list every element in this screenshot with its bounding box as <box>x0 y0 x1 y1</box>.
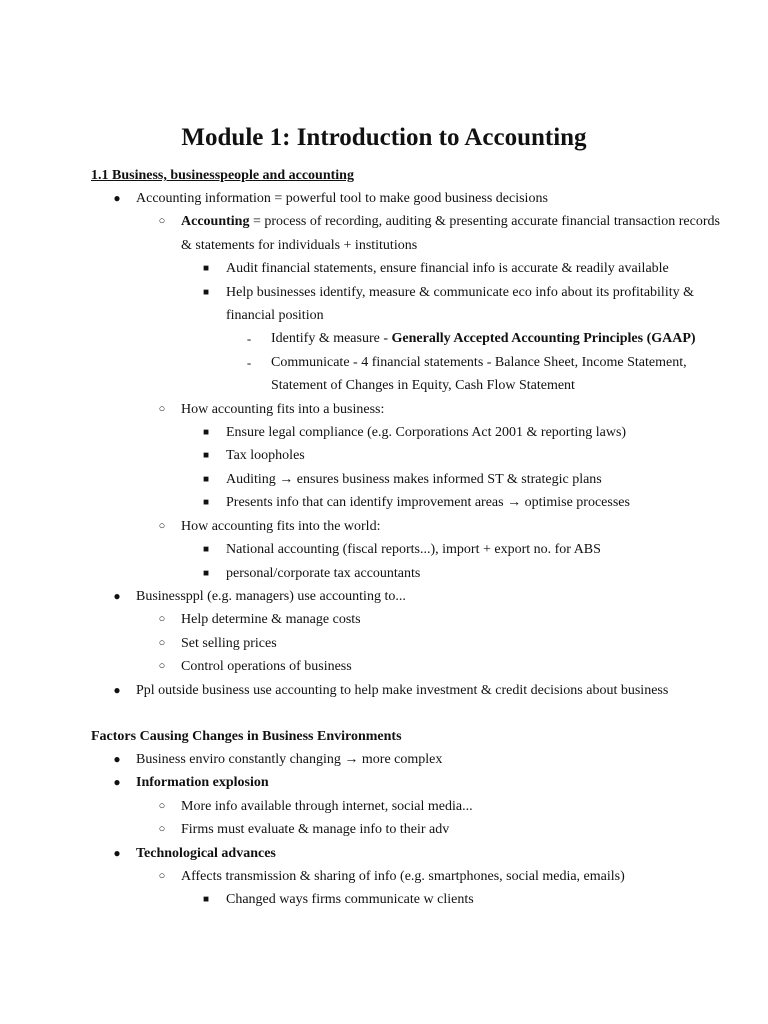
square-bullet-icon: ■ <box>202 497 210 509</box>
list-item <box>136 398 728 515</box>
list-item-text: Affects transmission & sharing of info (e.g. smartphones, social media, emails) <box>181 868 625 884</box>
list-item-text: Communicate - 4 financial statements - Balance Sheet, Income Statement, Statement of Changes in Equity, Cash Flow Statement <box>271 354 687 394</box>
list-item-text: Accounting information = powerful tool to make good business decisions <box>136 191 548 206</box>
list-item <box>136 608 728 631</box>
square-bullet-icon: ■ <box>202 450 210 462</box>
list-item <box>181 888 728 911</box>
list-item-text: Control operations of business <box>181 659 352 675</box>
bold-term: Generally Accepted Accounting Principles (GAAP) <box>391 331 696 347</box>
list-item <box>136 210 728 397</box>
circle-bullet-icon: ○ <box>158 636 166 649</box>
list-item <box>226 351 728 398</box>
list-item <box>181 491 728 514</box>
square-bullet-icon: ■ <box>202 286 210 298</box>
square-bullet-icon: ■ <box>202 263 210 275</box>
list-item <box>91 842 728 912</box>
list-item-text: Firms must evaluate & manage info to their adv <box>181 822 450 838</box>
list-item-text: Changed ways firms communicate w clients <box>226 892 474 908</box>
bullet-icon: ● <box>113 845 121 860</box>
list-item-text: Information explosion <box>136 775 269 791</box>
section1-list <box>91 187 728 702</box>
list-item-text: personal/corporate tax accountants <box>226 565 421 581</box>
list-item <box>136 865 728 912</box>
list-item <box>181 281 728 398</box>
page-title: Module 1: Introduction to Accounting <box>181 124 587 151</box>
list-item-text: How accounting fits into the world: <box>181 518 381 534</box>
list-item <box>136 655 728 678</box>
list-item-text: Business enviro constantly changing → more complex <box>136 751 443 767</box>
bullet-icon: ● <box>113 775 121 790</box>
dash-bullet-icon: - <box>246 331 252 347</box>
list-item <box>136 795 728 818</box>
circle-bullet-icon: ○ <box>158 519 166 532</box>
list-item-text: Set selling prices <box>181 635 277 651</box>
dash-bullet-icon: - <box>246 354 252 370</box>
square-bullet-icon: ■ <box>202 427 210 439</box>
list-item-text: How accounting fits into a business: <box>181 401 385 417</box>
list-item-text: Tax loopholes <box>226 448 305 464</box>
bullet-icon: ● <box>113 588 121 603</box>
circle-bullet-icon: ○ <box>158 869 166 882</box>
list-item <box>181 257 728 280</box>
circle-bullet-icon: ○ <box>158 823 166 836</box>
list-item <box>181 562 728 585</box>
square-bullet-icon: ■ <box>202 894 210 906</box>
list-item-text: Audit financial statements, ensure financial info is accurate & readily available <box>226 261 669 277</box>
circle-bullet-icon: ○ <box>158 660 166 673</box>
circle-bullet-icon: ○ <box>158 799 166 812</box>
bullet-icon: ● <box>113 191 121 205</box>
list-item-text: Help businesses identify, measure & communicate eco info about its profitability & financial position <box>226 284 694 324</box>
list-item <box>226 327 728 350</box>
list-item-text: Presents info that can identify improvement areas → optimise processes <box>226 495 630 511</box>
list-item-text: More info available through internet, social media... <box>181 798 473 814</box>
list-item-text: Help determine & manage costs <box>181 612 361 628</box>
list-item <box>91 748 728 771</box>
bold-term: Accounting <box>181 214 250 230</box>
bullet-icon: ● <box>113 751 121 766</box>
section2-list <box>91 748 728 912</box>
list-item <box>91 187 728 585</box>
list-item-text: Technological advances <box>136 845 276 861</box>
square-bullet-icon: ■ <box>202 473 210 485</box>
list-item <box>136 632 728 655</box>
list-item-text: Ensure legal compliance (e.g. Corporations Act 2001 & reporting laws) <box>226 425 627 441</box>
list-item <box>91 679 728 702</box>
list-item <box>181 444 728 467</box>
list-item-text: Ppl outside business use accounting to help make investment & credit decisions about business <box>136 682 669 698</box>
list-item-text: Businessppl (e.g. managers) use accounting to... <box>136 588 406 604</box>
square-bullet-icon: ■ <box>202 544 210 556</box>
list-item <box>181 538 728 561</box>
circle-bullet-icon: ○ <box>158 215 166 228</box>
list-item <box>91 585 728 679</box>
section-heading-factors: Factors Causing Changes in Business Environments <box>91 728 402 744</box>
list-item <box>181 421 728 444</box>
section-heading-business: 1.1 Business, businesspeople and accounting <box>91 168 354 183</box>
list-item <box>181 468 728 491</box>
list-item-text: National accounting (fiscal reports...), import + export no. for ABS <box>226 542 601 558</box>
list-item-text: Identify & measure - <box>271 331 392 347</box>
list-item <box>136 818 728 841</box>
bullet-icon: ● <box>113 682 121 697</box>
square-bullet-icon: ■ <box>202 567 210 579</box>
circle-bullet-icon: ○ <box>158 613 166 626</box>
list-item <box>136 515 728 585</box>
list-item-text: Auditing → ensures business makes informed ST & strategic plans <box>226 471 602 487</box>
list-item-text: = process of recording, auditing & presenting accurate financial transaction records & statements for individuals + institutions <box>181 214 720 253</box>
list-item <box>91 771 728 841</box>
circle-bullet-icon: ○ <box>158 402 166 415</box>
